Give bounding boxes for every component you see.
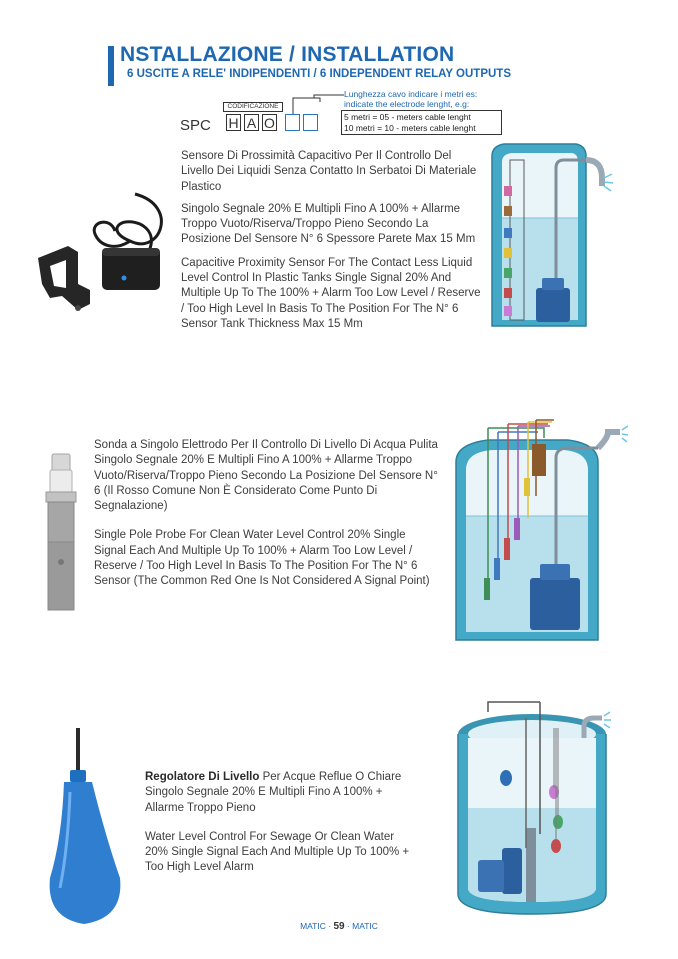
- page-title: NSTALLAZIONE / INSTALLATION: [120, 43, 455, 66]
- section2-para-2: Single Pole Probe For Clean Water Level Control 20% Single Signal Each And Multiple Up To 100% + Alarm Too Low Level / Reserve / Too High Level In Basis To The Position For The N° 6 Sensor (The Common Red One Is Not Considered A Signal Point): [94, 529, 430, 588]
- capacitive-sensor-image: [20, 186, 180, 326]
- section1-text: [181, 149, 481, 339]
- code-prefix: SPC: [180, 117, 211, 134]
- length-example-5: 5 metri = 05 - meters cable lenght: [344, 112, 471, 122]
- page-footer: [0, 921, 678, 932]
- section1-para-1: Sensore Di Prossimità Capacitivo Per Il Controllo Del Livello Dei Liquidi Senza Contatto In Serbatoi Di Materiale Plastico: [181, 150, 477, 193]
- section2-para-1: Sonda a Singolo Elettrodo Per Il Controllo Di Livello Di Acqua Pulita Singolo Segnale 20% E Multipli Fino A 100% + Allarme Troppo Vuoto/Riserva/Troppo Pieno Secondo La Posizione Del Sensore N° 6 (Il Rosso Comune Non È Considerato Come Punto Di Segnalazione): [94, 439, 438, 513]
- code-letter-h: H: [226, 114, 241, 131]
- code-letter-o: O: [262, 114, 277, 131]
- length-note: [344, 89, 477, 109]
- length-examples-box: [341, 110, 502, 135]
- code-letter-a: A: [244, 114, 259, 131]
- length-note-it: Lunghezza cavo indicare i metri es:: [344, 89, 478, 99]
- section2-text: [94, 438, 439, 597]
- float-switch-image: [44, 728, 126, 928]
- tank-diagram-capacitive: [488, 138, 618, 334]
- single-pole-probe-image: [40, 452, 82, 614]
- length-note-en: indicate the electrode lenght, e.g:: [344, 99, 470, 109]
- page-number: 59: [333, 921, 345, 932]
- section3-lead-rest: Per Acque Reflue O Chiare Singolo Segnale 20% E Multipli Fino A 100% + Allarme Troppo Pieno: [145, 771, 402, 814]
- footer-brand-left: MATIC ·: [300, 921, 334, 931]
- title-accent-bar: [108, 46, 114, 86]
- section1-para-3: Capacitive Proximity Sensor For The Contact Less Liquid Level Control In Plastic Tanks Single Signal 20% And Multiple Up To The 100% + Alarm Too Low Level / Reserve / Too High Level In Basis To The Position For The N° 6 Sensor Tank Thickness Max 15 Mm: [181, 256, 481, 330]
- footer-brand-right: · MATIC: [344, 921, 378, 931]
- section1-para-2: Singolo Segnale 20% E Multipli Fino A 100% + Allarme Troppo Vuoto/Riserva/Troppo Pieno Secondo La Posizione Del Sensore N° 6 Spessore Parete Max 15 Mm: [181, 202, 476, 246]
- code-length-box-1: [285, 114, 300, 131]
- section3-lead-bold: Regolatore Di Livello: [145, 771, 260, 783]
- section3-para-2: Water Level Control For Sewage Or Clean Water 20% Single Signal Each And Multiple Up To 100% + Too High Level Alarm: [145, 830, 410, 874]
- code-length-box-2: [303, 114, 318, 131]
- codification-label: CODIFICAZIONE: [223, 102, 283, 112]
- page-subtitle: 6 USCITE A RELE' INDIPENDENTI / 6 INDEPENDENT RELAY OUTPUTS: [127, 68, 511, 80]
- tank-diagram-sewage: [454, 698, 622, 918]
- section3-text: [145, 770, 415, 883]
- tank-diagram-probe: [448, 418, 628, 646]
- section3-para-1: [145, 770, 415, 816]
- length-example-10: 10 metri = 10 - meters cable lenght: [344, 122, 476, 133]
- length-bracket-line: [290, 92, 346, 116]
